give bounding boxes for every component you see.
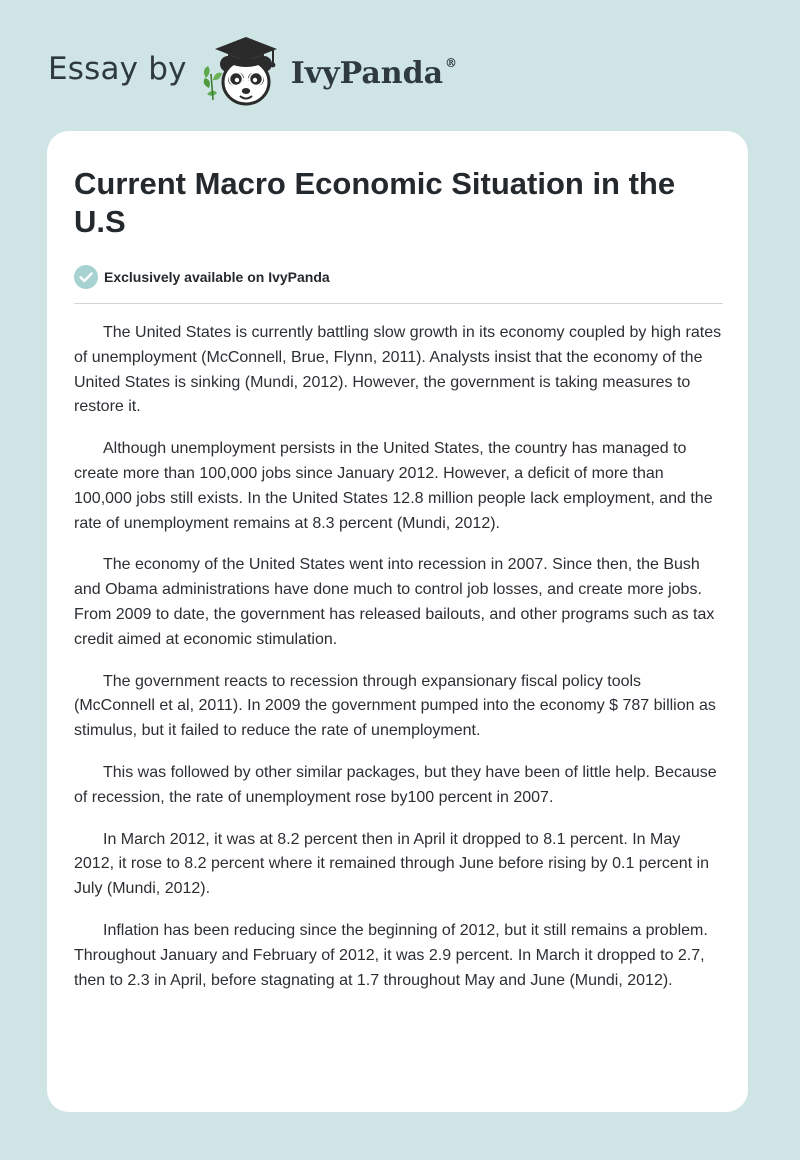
site-header[interactable] <box>48 34 457 110</box>
brand-name-text: IvyPanda <box>290 55 444 91</box>
paragraph: The United States is currently battling slow growth in its economy coupled by high rates of unemployment (McConnell, Brue, Flynn, 2011). Analysts insist that the economy of the United States is sinking (Mundi, 2012). However, the government is taking measures to restore it. <box>74 324 722 416</box>
essay-body <box>74 321 724 1010</box>
check-badge-icon <box>74 265 98 289</box>
paragraph: The economy of the United States went into recession in 2007. Since then, the Bush and Obama administrations have done much to control job losses, and create more jobs. From 2009 to date, the government has released bailouts, and other programs such as tax credit aimed at economic stimulation. <box>74 556 715 648</box>
exclusive-notice <box>74 265 330 289</box>
brand-prefix: Essay by <box>48 51 187 87</box>
paragraph: The government reacts to recession through expansionary fiscal policy tools (McConnell et al, 2011). In 2009 the government pumped into the economy $ 787 billion as stimulus, but it failed to reduce the rate of unemployment. <box>74 672 716 740</box>
exclusive-label: Exclusively available on IvyPanda <box>104 269 330 285</box>
essay-card <box>47 131 748 1112</box>
panda-logo-icon <box>201 34 285 110</box>
brand-name <box>291 56 457 91</box>
registered-mark: ® <box>445 55 458 70</box>
paragraph: This was followed by other similar packages, but they have been of little help. Because of recession, the rate of unemployment rose by100 percent in 2007. <box>74 763 717 806</box>
paragraph: Inflation has been reducing since the beginning of 2012, but it still remains a problem. Throughout January and February of 2012, it was 2.9 percent. In March it dropped to 2.7, then to 2.3 in April, before stagnating at 1.7 throughout May and June (Mundi, 2012). <box>74 921 708 989</box>
essay-title: Current Macro Economic Situation in the U.S <box>74 166 676 239</box>
paragraph: In March 2012, it was at 8.2 percent then in April it dropped to 8.1 percent. In May 2012, it rose to 8.2 percent where it remained through June before rising by 0.1 percent in July (Mundi, 2012). <box>74 830 710 898</box>
paragraph: Although unemployment persists in the United States, the country has managed to create more than 100,000 jobs since January 2012. However, a deficit of more than 100,000 jobs still exists. In the United States 12.8 million people lack employment, and the rate of unemployment remains at 8.3 percent (Mundi, 2012). <box>74 440 713 532</box>
title-divider <box>74 303 723 304</box>
